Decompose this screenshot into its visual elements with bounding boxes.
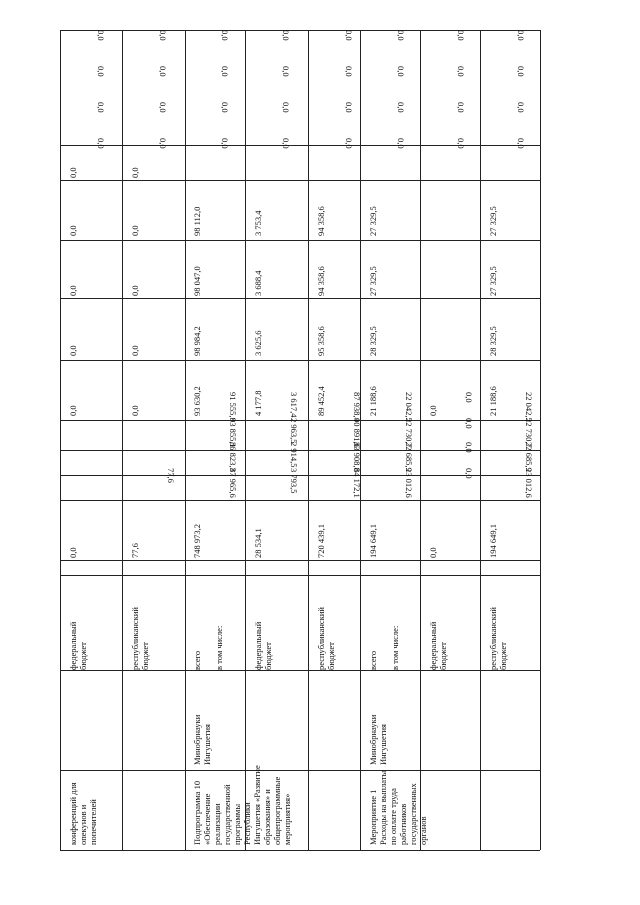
zero-value: 0,0 — [158, 102, 168, 113]
yearly-value: 22 685,9 — [404, 442, 414, 472]
yearly-value: 90 891,6 — [352, 418, 362, 448]
zero-value: 0,0 — [158, 138, 168, 149]
zero-value: 0,0 — [220, 138, 230, 149]
yearly-value: 93 855,1 — [228, 418, 238, 448]
zero-value: 0,0 — [456, 138, 466, 149]
zero-value: 0,0 — [344, 102, 354, 113]
yearly-value: 84 172,1 — [352, 468, 362, 498]
rotated-budget-table — [60, 30, 540, 850]
period-value: 0,0 — [68, 405, 78, 416]
row-divider — [60, 770, 540, 771]
period-value: 3 625,6 — [253, 330, 263, 356]
vtom-label: в том числе: — [390, 625, 400, 670]
vtom-label: в том числе: — [214, 625, 224, 670]
period-value: 28 329,5 — [488, 326, 498, 356]
period-value: 95 358,6 — [316, 326, 326, 356]
zero-value: 0,0 — [344, 66, 354, 77]
row-divider — [60, 240, 540, 241]
period-value: 0,0 — [428, 405, 438, 416]
row-divider — [60, 180, 540, 181]
period-value: 89 452,4 — [316, 386, 326, 416]
total-value: 28 534,1 — [253, 528, 263, 558]
yearly-value: 22 685,9 — [524, 442, 534, 472]
column-divider — [122, 30, 123, 850]
total-value: 194 649,1 — [488, 524, 498, 558]
zero-value: 0,0 — [281, 102, 291, 113]
period-value: 3 753,4 — [253, 210, 263, 236]
period-value: 0,0 — [68, 285, 78, 296]
column-divider — [185, 30, 186, 850]
yearly-value: 2 963,5 — [289, 418, 299, 444]
period-value: 21 188,6 — [368, 386, 378, 416]
period-value: 3 688,4 — [253, 270, 263, 296]
row-divider — [60, 298, 540, 299]
row-divider — [60, 360, 540, 361]
total-value: 194 649,1 — [368, 524, 378, 558]
yearly-value: 23 012,6 — [524, 468, 534, 498]
table-border-right — [540, 30, 541, 850]
zero-value: 0,0 — [220, 66, 230, 77]
zero-value: 0,0 — [396, 30, 406, 41]
yearly-value: 0,0 — [464, 392, 474, 403]
total-value: 0,0 — [428, 547, 438, 558]
zero-value: 0,0 — [96, 138, 106, 149]
zero-value: 0,0 — [396, 66, 406, 77]
period-value: 0,0 — [130, 285, 140, 296]
zero-value: 0,0 — [456, 30, 466, 41]
row-divider — [60, 560, 540, 561]
period-value: 27 329,5 — [368, 266, 378, 296]
row-divider — [60, 575, 540, 576]
yearly-value: 22 730,7 — [404, 418, 414, 448]
budget-label: республиканский бюджет — [488, 607, 508, 670]
zero-value: 0,0 — [96, 30, 106, 41]
zero-value: 0,0 — [344, 138, 354, 149]
table-border-left — [60, 30, 61, 850]
zero-value: 0,0 — [96, 102, 106, 113]
yearly-value: 91 555,8 — [228, 392, 238, 422]
period-value: 0,0 — [68, 225, 78, 236]
zero-value: 0,0 — [396, 138, 406, 149]
budget-label: республиканский бюджет — [316, 607, 336, 670]
period-value: 4 177,8 — [253, 390, 263, 416]
yearly-value: 83 908,8 — [352, 442, 362, 472]
vsego-label: всего — [192, 650, 202, 670]
program-name: Мероприятие 1 Расходы на выплаты по оплате труда работников государственных органов — [368, 770, 428, 845]
yearly-value: 3 793,5 — [289, 468, 299, 494]
period-value: 98 112,0 — [192, 206, 202, 236]
zero-value: 0,0 — [456, 66, 466, 77]
column-divider — [245, 30, 246, 850]
yearly-value: 0,0 — [464, 418, 474, 429]
period-value: 98 047,0 — [192, 266, 202, 296]
yearly-value: 87 938,4 — [352, 392, 362, 422]
total-value: 77,6 — [130, 543, 140, 558]
program-name: Подпрограмма 10 «Обеспечение реализации государственной программы Республики Ингушетия «Развитие образования» и общепрограммные мероприятия» — [192, 765, 292, 845]
zero-value: 0,0 — [281, 66, 291, 77]
zero-value: 0,0 — [516, 30, 526, 41]
zero-value: 0,0 — [456, 102, 466, 113]
vsego-label: всего — [368, 650, 378, 670]
budget-label: федеральный бюджет — [68, 621, 88, 670]
executor-name: Минобрнауки Ингушетия — [192, 714, 212, 765]
table-border-top — [60, 30, 540, 31]
total-value: 0,0 — [68, 547, 78, 558]
yearly-value: 23 012,6 — [404, 468, 414, 498]
period-value: 0,0 — [130, 225, 140, 236]
zero-value: 0,0 — [281, 30, 291, 41]
zero-value: 0,0 — [220, 30, 230, 41]
column-divider — [420, 30, 421, 850]
period-value: 0,0 — [130, 167, 140, 178]
zero-value: 0,0 — [158, 30, 168, 41]
budget-label: федеральный бюджет — [428, 621, 448, 670]
period-value: 0,0 — [68, 345, 78, 356]
period-value: 0,0 — [68, 167, 78, 178]
period-value: 21 188,6 — [488, 386, 498, 416]
zero-value: 0,0 — [516, 138, 526, 149]
zero-value: 0,0 — [96, 66, 106, 77]
column-divider — [480, 30, 481, 850]
yearly-value: 77,6 — [166, 468, 176, 483]
yearly-value: 22 730,7 — [524, 418, 534, 448]
budget-label: республиканский бюджет — [130, 607, 150, 670]
period-value: 0,0 — [130, 345, 140, 356]
yearly-value: 0,0 — [464, 468, 474, 479]
zero-value: 0,0 — [516, 66, 526, 77]
yearly-value: 2 914,5 — [289, 442, 299, 468]
period-value: 27 329,5 — [368, 206, 378, 236]
period-value: 94 358,6 — [316, 206, 326, 236]
period-value: 28 329,5 — [368, 326, 378, 356]
column-divider — [308, 30, 309, 850]
yearly-value: 87 965,6 — [228, 468, 238, 498]
program-name: конференций для опекунов и попечителей — [68, 782, 98, 845]
zero-value: 0,0 — [516, 102, 526, 113]
zero-value: 0,0 — [281, 138, 291, 149]
yearly-value: 86 823,3 — [228, 442, 238, 472]
yearly-value: 22 042,5 — [524, 392, 534, 422]
yearly-value: 22 042,5 — [404, 392, 414, 422]
period-value: 94 358,6 — [316, 266, 326, 296]
budget-label: федеральный бюджет — [253, 621, 273, 670]
zero-value: 0,0 — [220, 102, 230, 113]
zero-value: 0,0 — [158, 66, 168, 77]
table-border-bottom — [60, 850, 540, 851]
period-value: 27 329,5 — [488, 206, 498, 236]
period-value: 0,0 — [130, 405, 140, 416]
zero-value: 0,0 — [344, 30, 354, 41]
zero-value: 0,0 — [396, 102, 406, 113]
row-divider — [60, 145, 540, 146]
period-value: 93 630,2 — [192, 386, 202, 416]
total-value: 720 439,1 — [316, 524, 326, 558]
yearly-value: 0,0 — [464, 442, 474, 453]
row-divider — [60, 500, 540, 501]
executor-name: Минобрнауки Ингушетия — [368, 714, 388, 765]
row-divider — [60, 670, 540, 671]
total-value: 748 973,2 — [192, 524, 202, 558]
period-value: 98 984,2 — [192, 326, 202, 356]
yearly-value: 3 617,4 — [289, 392, 299, 418]
period-value: 27 329,5 — [488, 266, 498, 296]
